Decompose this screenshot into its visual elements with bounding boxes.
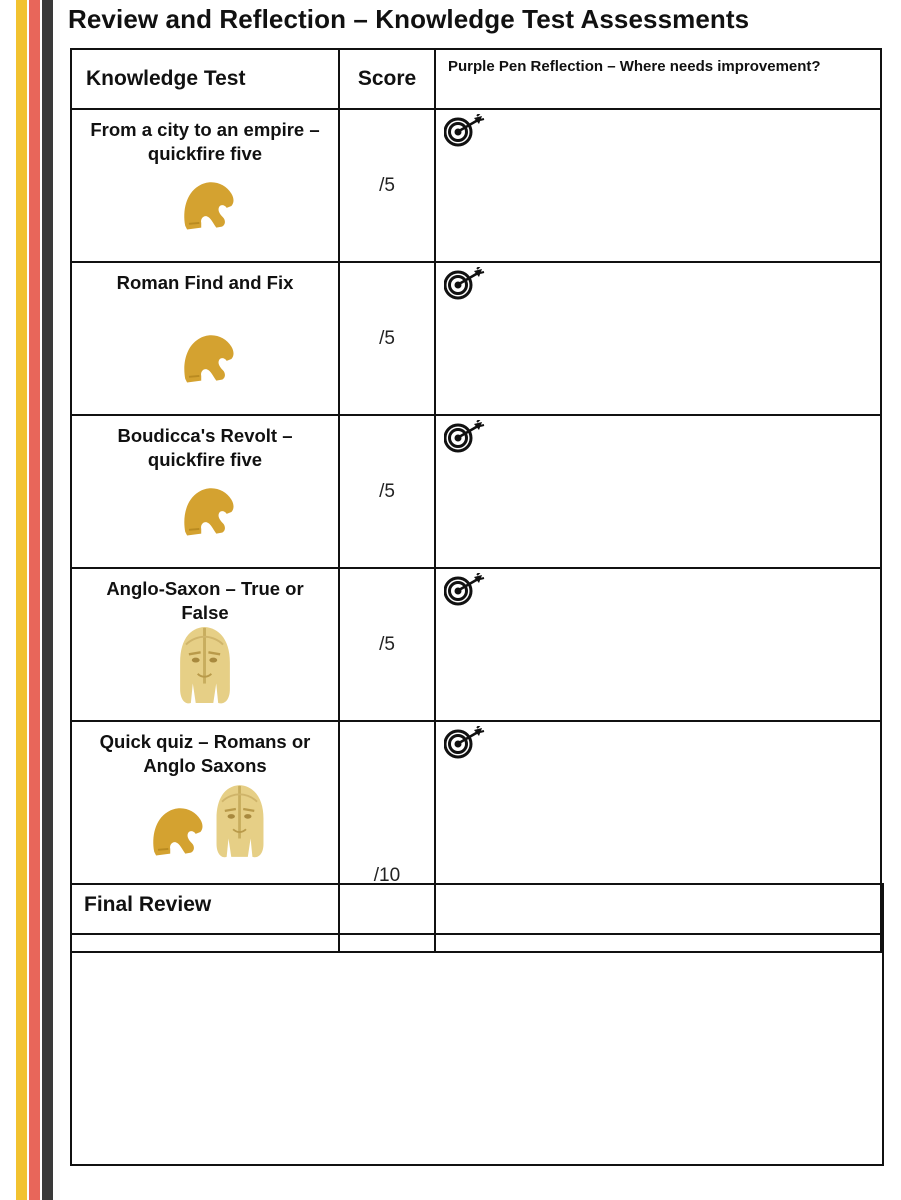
saxon-helmet-icon xyxy=(211,782,269,860)
test-cell xyxy=(71,262,339,415)
table-row xyxy=(71,415,881,568)
test-cell xyxy=(71,568,339,721)
score-field[interactable]: /5 xyxy=(339,415,435,568)
test-cell xyxy=(71,109,339,262)
saxon-helmet-icon xyxy=(174,625,236,705)
final-review-box xyxy=(70,883,884,1166)
target-icon xyxy=(444,267,486,303)
header-score: Score xyxy=(339,49,435,109)
target-icon xyxy=(444,726,486,762)
roman-helmet-icon xyxy=(172,329,238,387)
test-name: Roman Find and Fix xyxy=(116,272,294,293)
score-field[interactable]: /5 xyxy=(339,262,435,415)
test-name: From a city to an empire – quickfire five xyxy=(90,119,320,164)
test-cell xyxy=(71,415,339,568)
reflection-field[interactable] xyxy=(435,262,881,415)
score-field[interactable]: /5 xyxy=(339,568,435,721)
target-icon xyxy=(444,420,486,456)
header-knowledge-test: Knowledge Test xyxy=(71,49,339,109)
final-review-label: Final Review xyxy=(72,885,882,935)
target-icon xyxy=(444,573,486,609)
score-field[interactable]: /10 xyxy=(339,721,435,952)
final-review-field[interactable] xyxy=(72,935,882,1160)
stripe-yellow xyxy=(16,0,27,1200)
reflection-field[interactable] xyxy=(435,109,881,262)
stripe-red xyxy=(29,0,40,1200)
stripe-dark xyxy=(42,0,53,1200)
test-name: Quick quiz – Romans or Anglo Saxons xyxy=(99,731,311,776)
roman-helmet-icon xyxy=(172,482,238,540)
knowledge-test-table xyxy=(70,48,882,953)
table-row xyxy=(71,262,881,415)
table-row xyxy=(71,109,881,262)
score-field[interactable]: /5 xyxy=(339,109,435,262)
reflection-field[interactable] xyxy=(435,415,881,568)
table-header-row xyxy=(71,49,881,109)
header-reflection: Purple Pen Reflection – Where needs improvement? xyxy=(435,49,881,109)
roman-helmet-icon xyxy=(172,176,238,234)
page-title: Review and Reflection – Knowledge Test Assessments xyxy=(68,4,750,34)
table-row xyxy=(71,568,881,721)
roman-helmet-icon xyxy=(141,802,207,860)
reflection-field[interactable] xyxy=(435,568,881,721)
test-name: Boudicca's Revolt – quickfire five xyxy=(117,425,293,470)
target-icon xyxy=(444,114,486,150)
test-name: Anglo-Saxon – True or False xyxy=(106,578,304,623)
